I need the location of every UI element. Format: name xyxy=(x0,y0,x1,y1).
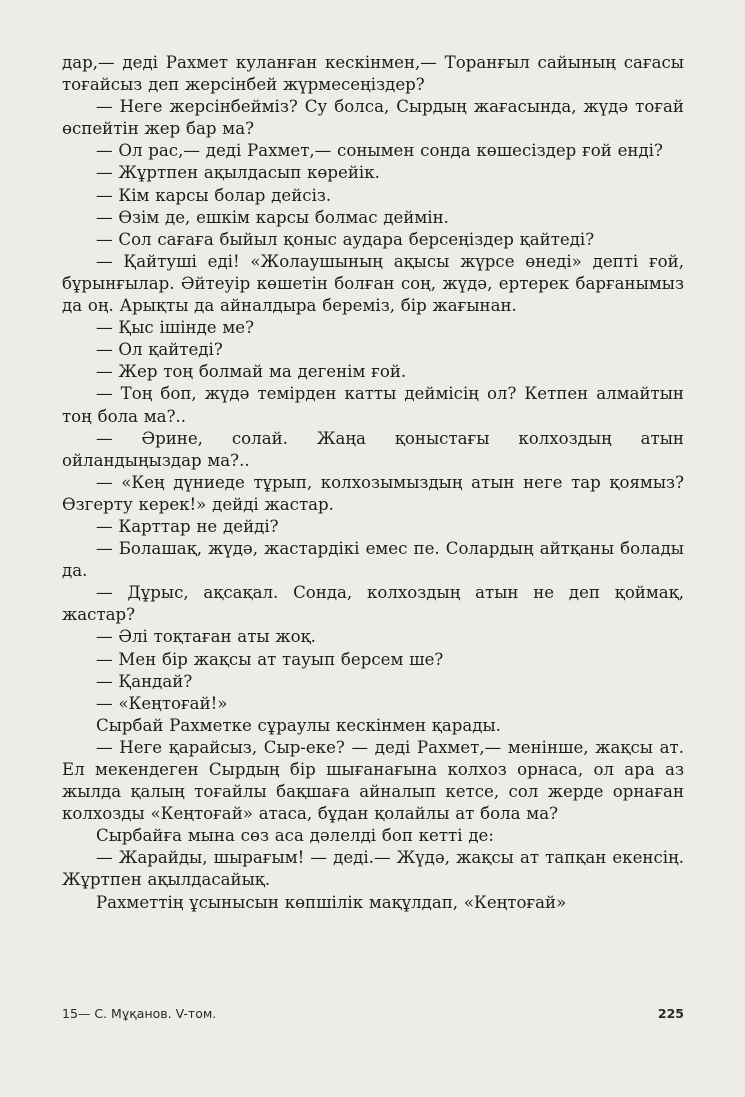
paragraph-5: — Кім карсы болар дейсіз. xyxy=(96,185,332,205)
paragraph-2: — Неге жерсінбейміз? Су болса, Сырдың жағасында, жүдә тоғай өспейтін жер бар ма? xyxy=(62,97,684,139)
paragraph-26: Рахметтің ұсынысын көпшілік мақұлдап, «Кеңтоғай» xyxy=(96,892,567,912)
footer-signature: 15— С. Мұқанов. V-том. xyxy=(62,1006,217,1021)
paragraph-8: — Қайтуші еді! «Жолаушының ақысы жүрсе өнеді» депті ғой, бұрынғылар. Әйтеуір көшетін болған соң, жүдә, ертерек барғанымыз да оң. Арықты да айналдыра беремiз, бір жағынан. xyxy=(62,251,684,316)
paragraph-15: — Карттар не дейді? xyxy=(96,516,279,536)
paragraph-17: — Дұрыс, ақсақал. Сонда, колхоздың атын не деп қоймақ, жастар? xyxy=(62,583,684,625)
paragraph-11: — Жер тоң болмай ма дегенім ғой. xyxy=(96,362,407,382)
paragraph-9: — Қыс ішінде ме? xyxy=(96,318,255,338)
paragraph-25: — Жарайды, шырағым! — деді.— Жүдә, жақсы ат тапқан екенсің. Жұртпен ақылдасайық. xyxy=(62,848,684,890)
paragraph-21: — «Кеңтоғай!» xyxy=(96,693,228,713)
paragraph-6: — Өзім де, ешкім карсы болмас деймін. xyxy=(96,207,449,227)
page-body xyxy=(62,52,684,914)
paragraph-3: — Ол рас,— деді Рахмет,— сонымен сонда көшесіздер ғой енді? xyxy=(96,141,663,161)
paragraph-13: — Әрине, солай. Жаңа қоныстағы колхоздың атын ойландыңыздар ма?.. xyxy=(62,428,684,470)
paragraph-10: — Ол қайтеді? xyxy=(96,340,223,360)
paragraph-12: — Тоң боп, жүдә темірден катты деймісің ол? Кетпен алмайтын тоң бола ма?.. xyxy=(62,384,684,426)
paragraph-24: Сырбайға мына сөз аса дәлелді боп кетті де: xyxy=(96,826,494,846)
paragraph-16: — Болашақ, жүдә, жастардікі емес пе. Солардың айтқаны болады да. xyxy=(62,539,684,581)
paragraph-19: — Мен бір жақсы ат тауып берсем ше? xyxy=(96,649,444,669)
paragraph-20: — Қандай? xyxy=(96,671,193,691)
paragraph-14: — «Кең дүниеде тұрып, колхозымыздың атын неге тар қоямыз? Өзгерту керек!» дейді жастар. xyxy=(62,472,684,514)
paragraph-18: — Әлі тоқтаған аты жоқ. xyxy=(96,627,316,647)
paragraph-1: дар,— деді Рахмет куланған кескінмен,— Торанғыл сайының сағасы тоғайсыз деп жерсінбей жүрмесеңіздер? xyxy=(62,53,684,95)
paragraph-23: — Неге қарайсыз, Сыр-еке? — деді Рахмет,— менінше, жақсы ат. Ел мекендеген Сырдың бір шығанағына колхоз орнаса, ол ара аз жылда қалың тоғайлы бақшаға айналып кетсе, сол жерде орнаған колхозды «Кеңтоғай» атаса, бұдан қолайлы ат бола ма? xyxy=(62,737,684,824)
paragraph-22: Сырбай Рахметке сұраулы кескінмен қарады. xyxy=(96,715,501,735)
paragraph-4: — Жұртпен ақылдасып көрейік. xyxy=(96,163,380,183)
paragraph-7: — Сол сағаға быйыл қоныс аудара берсеңіздер қайтеді? xyxy=(96,229,595,249)
page-number: 225 xyxy=(657,1006,684,1021)
page-footer xyxy=(62,1006,684,1021)
